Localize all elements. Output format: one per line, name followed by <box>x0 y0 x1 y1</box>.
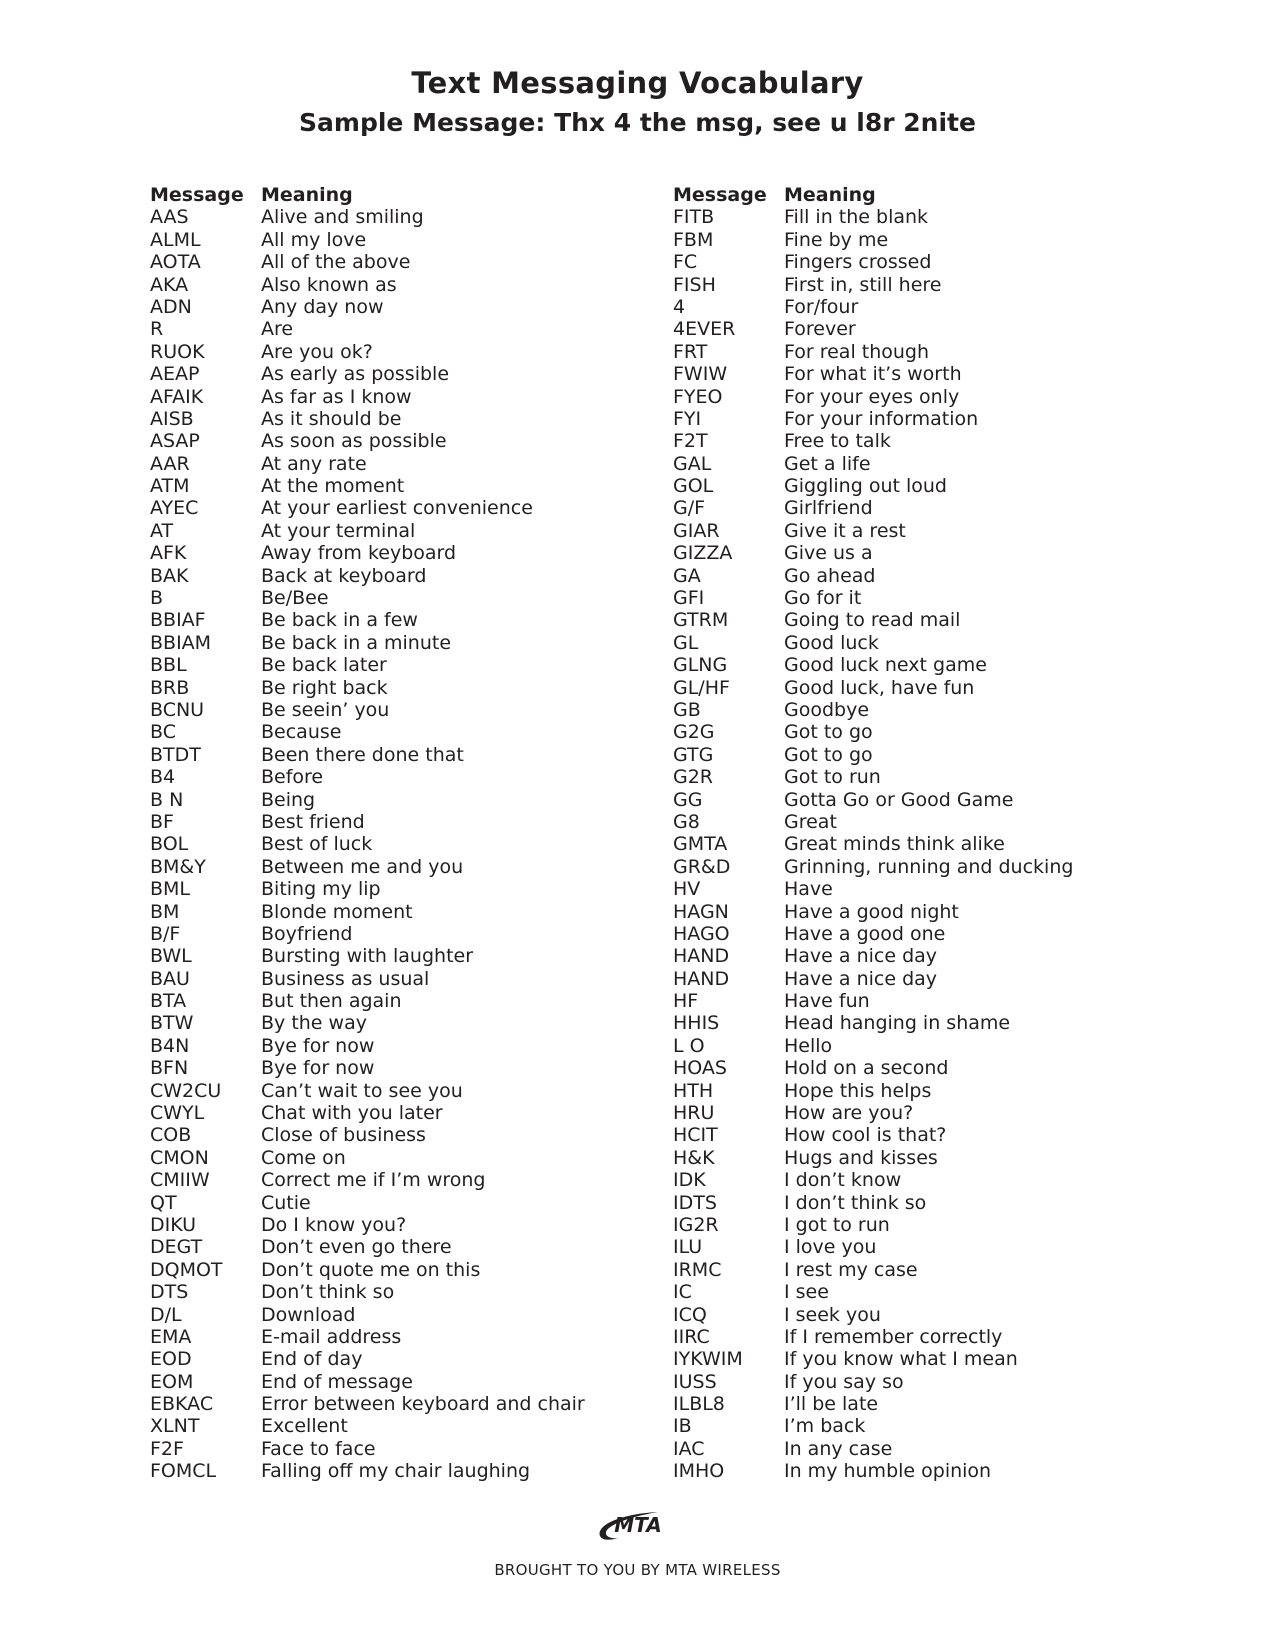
vocab-abbreviation: GL/HF <box>673 676 730 699</box>
vocab-meaning: Bursting with laughter <box>261 945 474 968</box>
vocab-meaning: Good luck <box>784 631 879 654</box>
vocab-abbreviation: GA <box>673 564 701 587</box>
vocab-abbreviation: CW2CU <box>150 1079 222 1102</box>
vocab-meaning: By the way <box>261 1012 367 1035</box>
vocab-meaning: I love you <box>784 1236 877 1259</box>
vocab-abbreviation: BRB <box>150 676 190 699</box>
vocab-abbreviation: B4 <box>150 766 176 789</box>
vocab-meaning: Be/Bee <box>261 587 329 610</box>
vocab-abbreviation: F2F <box>150 1437 184 1460</box>
vocab-abbreviation: AYEC <box>150 497 199 520</box>
vocab-abbreviation: G2R <box>673 766 714 789</box>
vocab-meaning: I’m back <box>784 1415 866 1438</box>
vocab-abbreviation: ADN <box>150 295 192 318</box>
vocab-abbreviation: GB <box>673 698 701 721</box>
vocab-meaning: Blonde moment <box>261 900 413 923</box>
vocab-abbreviation: CMIIW <box>150 1169 210 1192</box>
vocab-meaning: Hope this helps <box>784 1079 932 1102</box>
vocab-meaning: Don’t even go there <box>261 1236 452 1259</box>
vocab-meaning: Any day now <box>261 295 384 318</box>
vocab-meaning: I don’t think so <box>784 1191 927 1214</box>
vocab-meaning: Best of luck <box>261 833 373 856</box>
vocab-meaning: Have fun <box>784 990 870 1013</box>
vocab-abbreviation: BM&Y <box>150 855 206 878</box>
vocab-meaning: Be right back <box>261 676 388 699</box>
vocab-abbreviation: DTS <box>150 1281 189 1304</box>
vocab-meaning: For what it’s worth <box>784 363 962 386</box>
vocab-abbreviation: AEAP <box>150 363 200 386</box>
vocab-meaning: Free to talk <box>784 430 891 453</box>
vocab-meaning: Download <box>261 1303 356 1326</box>
vocab-abbreviation: IRMC <box>673 1258 722 1281</box>
vocab-meaning: Have a nice day <box>784 967 938 990</box>
vocab-meaning: Are <box>261 318 294 341</box>
vocab-abbreviation: G8 <box>673 810 700 833</box>
vocab-meaning: As early as possible <box>261 363 450 386</box>
vocab-meaning: As far as I know <box>261 385 412 408</box>
vocab-meaning: Girlfriend <box>784 497 873 520</box>
vocab-abbreviation: FBM <box>673 228 714 251</box>
vocab-abbreviation: AAS <box>150 206 189 229</box>
vocab-meaning: Great <box>784 810 837 833</box>
vocab-abbreviation: BBIAF <box>150 609 206 632</box>
vocab-abbreviation: BBL <box>150 654 187 677</box>
vocab-meaning: Going to read mail <box>784 609 961 632</box>
meaning-header: Meaning <box>261 184 353 206</box>
vocab-abbreviation: H&K <box>673 1146 715 1169</box>
vocab-meaning: Error between keyboard and chair <box>261 1393 585 1416</box>
vocab-meaning: Hello <box>784 1034 833 1057</box>
vocab-meaning: How are you? <box>784 1102 914 1125</box>
vocab-abbreviation: R <box>150 318 164 341</box>
vocab-meaning: Got to go <box>784 743 873 766</box>
vocab-meaning: Face to face <box>261 1437 376 1460</box>
vocab-abbreviation: HAGO <box>673 922 730 945</box>
vocab-abbreviation: B N <box>150 788 184 811</box>
vocab-meaning: Cutie <box>261 1191 311 1214</box>
vocab-meaning: At any rate <box>261 452 367 475</box>
vocab-abbreviation: L O <box>673 1034 705 1057</box>
vocab-abbreviation: G2G <box>673 721 715 744</box>
vocab-abbreviation: HAND <box>673 945 730 968</box>
vocab-abbreviation: CWYL <box>150 1102 205 1125</box>
vocab-meaning: Between me and you <box>261 855 464 878</box>
vocab-abbreviation: D/L <box>150 1303 182 1326</box>
vocab-meaning: If you say so <box>784 1370 904 1393</box>
vocab-meaning: Fill in the blank <box>784 206 929 229</box>
vocab-meaning: I see <box>784 1281 829 1304</box>
vocab-meaning: Don’t think so <box>261 1281 395 1304</box>
vocab-meaning: Give us a <box>784 542 873 565</box>
vocab-abbreviation: F2T <box>673 430 708 453</box>
vocab-meaning: End of day <box>261 1348 363 1371</box>
vocab-meaning: At the moment <box>261 475 405 498</box>
vocab-meaning: For your eyes only <box>784 385 960 408</box>
vocab-meaning: Being <box>261 788 316 811</box>
vocab-abbreviation: AFK <box>150 542 187 565</box>
vocab-abbreviation: IC <box>673 1281 692 1304</box>
vocab-meaning: End of message <box>261 1370 413 1393</box>
vocab-meaning: Can’t wait to see you <box>261 1079 463 1102</box>
vocab-meaning: All of the above <box>261 251 411 274</box>
vocab-meaning: Hold on a second <box>784 1057 949 1080</box>
vocab-meaning: Go for it <box>784 587 862 610</box>
vocab-abbreviation: GAL <box>673 452 712 475</box>
vocab-meaning: Forever <box>784 318 856 341</box>
vocab-abbreviation: QT <box>150 1191 177 1214</box>
vocab-abbreviation: FYEO <box>673 385 723 408</box>
vocab-meaning: Get a life <box>784 452 871 475</box>
vocab-abbreviation: DEGT <box>150 1236 203 1259</box>
vocab-abbreviation: XLNT <box>150 1415 200 1438</box>
vocab-meaning: As soon as possible <box>261 430 447 453</box>
vocab-meaning: I got to run <box>784 1213 890 1236</box>
vocab-abbreviation: AFAIK <box>150 385 204 408</box>
vocab-abbreviation: ILBL8 <box>673 1393 725 1416</box>
vocab-meaning: For your information <box>784 407 979 430</box>
vocab-abbreviation: IAC <box>673 1437 705 1460</box>
vocab-abbreviation: HOAS <box>673 1057 727 1080</box>
vocab-abbreviation: BC <box>150 721 176 744</box>
vocab-abbreviation: IIRC <box>673 1325 710 1348</box>
vocab-abbreviation: HHIS <box>673 1012 720 1035</box>
vocab-abbreviation: COB <box>150 1124 192 1147</box>
vocab-meaning: Be back in a few <box>261 609 418 632</box>
vocab-abbreviation: FWIW <box>673 363 728 386</box>
vocab-meaning: Have a good night <box>784 900 959 923</box>
vocab-meaning: If you know what I mean <box>784 1348 1018 1371</box>
vocab-abbreviation: HAGN <box>673 900 729 923</box>
vocab-meaning: In any case <box>784 1437 893 1460</box>
vocab-meaning: Hugs and kisses <box>784 1146 938 1169</box>
vocab-meaning: At your earliest convenience <box>261 497 533 520</box>
vocab-meaning: Chat with you later <box>261 1102 443 1125</box>
vocab-abbreviation: IUSS <box>673 1370 717 1393</box>
vocab-meaning: Away from keyboard <box>261 542 457 565</box>
vocab-abbreviation: EBKAC <box>150 1393 214 1416</box>
vocab-meaning: Have <box>784 878 833 901</box>
vocab-meaning: For/four <box>784 295 859 318</box>
vocab-abbreviation: GIZZA <box>673 542 733 565</box>
vocab-meaning: Been there done that <box>261 743 464 766</box>
vocab-abbreviation: EOM <box>150 1370 194 1393</box>
vocab-meaning: But then again <box>261 990 402 1013</box>
vocab-meaning: Excellent <box>261 1415 348 1438</box>
vocab-meaning: Biting my lip <box>261 878 381 901</box>
vocab-abbreviation: B <box>150 587 164 610</box>
vocab-abbreviation: FRT <box>673 340 708 363</box>
vocab-abbreviation: GMTA <box>673 833 728 856</box>
vocab-abbreviation: IDK <box>673 1169 706 1192</box>
vocab-abbreviation: FYI <box>673 407 702 430</box>
vocab-abbreviation: GTRM <box>673 609 729 632</box>
vocab-meaning: If I remember correctly <box>784 1325 1003 1348</box>
vocab-meaning: Giggling out loud <box>784 475 947 498</box>
vocab-meaning: Good luck next game <box>784 654 987 677</box>
vocab-meaning: Have a good one <box>784 922 946 945</box>
vocab-abbreviation: BBIAM <box>150 631 212 654</box>
vocab-abbreviation: BF <box>150 810 174 833</box>
vocab-meaning: Fine by me <box>784 228 889 251</box>
page-subtitle: Sample Message: Thx 4 the msg, see u l8r 2nite <box>299 108 976 137</box>
vocab-abbreviation: B/F <box>150 922 181 945</box>
vocab-abbreviation: B4N <box>150 1034 190 1057</box>
vocab-abbreviation: ASAP <box>150 430 200 453</box>
vocab-meaning: Head hanging in shame <box>784 1012 1011 1035</box>
vocab-meaning: I don’t know <box>784 1169 902 1192</box>
vocab-abbreviation: BAU <box>150 967 190 990</box>
vocab-meaning: Goodbye <box>784 698 870 721</box>
vocab-abbreviation: HF <box>673 990 699 1013</box>
vocab-abbreviation: FITB <box>673 206 715 229</box>
vocab-abbreviation: BTDT <box>150 743 201 766</box>
vocab-meaning: Close of business <box>261 1124 426 1147</box>
vocab-abbreviation: GTG <box>673 743 714 766</box>
vocab-meaning: Be seein’ you <box>261 698 390 721</box>
vocab-abbreviation: EMA <box>150 1325 192 1348</box>
vocab-meaning: Don’t quote me on this <box>261 1258 481 1281</box>
page-title: Text Messaging Vocabulary <box>411 66 864 100</box>
vocab-meaning: Do I know you? <box>261 1213 407 1236</box>
vocab-meaning: I seek you <box>784 1303 881 1326</box>
vocab-meaning: Before <box>261 766 324 789</box>
vocab-abbreviation: BTA <box>150 990 187 1013</box>
vocab-abbreviation: FISH <box>673 273 716 296</box>
vocab-abbreviation: RUOK <box>150 340 205 363</box>
vocab-abbreviation: GG <box>673 788 703 811</box>
vocab-abbreviation: HRU <box>673 1102 715 1125</box>
vocab-abbreviation: BOL <box>150 833 189 856</box>
vocab-abbreviation: G/F <box>673 497 706 520</box>
vocab-meaning: Best friend <box>261 810 365 833</box>
vocab-abbreviation: HAND <box>673 967 730 990</box>
vocab-meaning: Come on <box>261 1146 346 1169</box>
vocab-abbreviation: GR&D <box>673 855 731 878</box>
vocab-meaning: Got to run <box>784 766 881 789</box>
vocab-abbreviation: HCIT <box>673 1124 718 1147</box>
vocab-abbreviation: GFI <box>673 587 705 610</box>
vocab-meaning: All my love <box>261 228 367 251</box>
vocab-abbreviation: 4EVER <box>673 318 736 341</box>
message-header: Message <box>673 184 767 206</box>
vocab-abbreviation: DIKU <box>150 1213 197 1236</box>
vocab-meaning: Bye for now <box>261 1057 375 1080</box>
vocab-abbreviation: AT <box>150 519 174 542</box>
vocab-meaning: I rest my case <box>784 1258 918 1281</box>
vocab-meaning: Alive and smiling <box>261 206 424 229</box>
vocab-meaning: Grinning, running and ducking <box>784 855 1074 878</box>
message-header: Message <box>150 184 244 206</box>
vocab-meaning: Be back later <box>261 654 387 677</box>
vocab-abbreviation: GLNG <box>673 654 728 677</box>
vocab-meaning: E-mail address <box>261 1325 402 1348</box>
vocab-abbreviation: HV <box>673 878 701 901</box>
vocab-abbreviation: AOTA <box>150 251 201 274</box>
vocab-meaning: Bye for now <box>261 1034 375 1057</box>
vocab-abbreviation: DQMOT <box>150 1258 223 1281</box>
vocab-meaning: Business as usual <box>261 967 430 990</box>
meaning-header: Meaning <box>784 184 876 206</box>
vocab-abbreviation: IMHO <box>673 1460 725 1483</box>
vocab-meaning: First in, still here <box>784 273 942 296</box>
vocab-meaning: Because <box>261 721 342 744</box>
vocab-meaning: Boyfriend <box>261 922 353 945</box>
logo-text: MTA <box>614 1513 662 1537</box>
vocab-abbreviation: ALML <box>150 228 201 251</box>
vocab-abbreviation: IG2R <box>673 1213 719 1236</box>
vocab-abbreviation: BML <box>150 878 191 901</box>
vocab-meaning: Gotta Go or Good Game <box>784 788 1014 811</box>
vocab-abbreviation: HTH <box>673 1079 714 1102</box>
vocab-meaning: Are you ok? <box>261 340 373 363</box>
vocab-meaning: Go ahead <box>784 564 876 587</box>
vocab-meaning: Back at keyboard <box>261 564 427 587</box>
vocab-abbreviation: AKA <box>150 273 189 296</box>
vocab-abbreviation: AISB <box>150 407 194 430</box>
vocab-meaning: Be back in a minute <box>261 631 452 654</box>
vocab-abbreviation: BFN <box>150 1057 189 1080</box>
vocab-abbreviation: EOD <box>150 1348 192 1371</box>
vocab-meaning: Got to go <box>784 721 873 744</box>
vocab-abbreviation: ILU <box>673 1236 703 1259</box>
vocab-abbreviation: BAK <box>150 564 189 587</box>
vocab-meaning: Correct me if I’m wrong <box>261 1169 486 1192</box>
vocab-abbreviation: BCNU <box>150 698 205 721</box>
vocab-abbreviation: BM <box>150 900 180 923</box>
vocab-meaning: Good luck, have fun <box>784 676 975 699</box>
mta-logo <box>594 1502 676 1544</box>
vocab-meaning: Fingers crossed <box>784 251 932 274</box>
vocab-meaning: In my humble opinion <box>784 1460 992 1483</box>
vocab-meaning: As it should be <box>261 407 402 430</box>
vocab-meaning: I’ll be late <box>784 1393 879 1416</box>
vocab-abbreviation: FOMCL <box>150 1460 217 1483</box>
vocab-abbreviation: FC <box>673 251 698 274</box>
vocab-abbreviation: IDTS <box>673 1191 717 1214</box>
vocab-abbreviation: GIAR <box>673 519 720 542</box>
vocab-meaning: Falling off my chair laughing <box>261 1460 531 1483</box>
vocab-meaning: Great minds think alike <box>784 833 1005 856</box>
vocab-meaning: For real though <box>784 340 930 363</box>
vocab-abbreviation: GL <box>673 631 699 654</box>
vocab-abbreviation: ICQ <box>673 1303 707 1326</box>
vocab-abbreviation: IYKWIM <box>673 1348 743 1371</box>
vocab-abbreviation: BWL <box>150 945 192 968</box>
vocab-meaning: Also known as <box>261 273 397 296</box>
vocab-abbreviation: IB <box>673 1415 692 1438</box>
vocab-abbreviation: GOL <box>673 475 714 498</box>
vocab-abbreviation: BTW <box>150 1012 194 1035</box>
vocab-abbreviation: AAR <box>150 452 190 475</box>
vocab-meaning: At your terminal <box>261 519 416 542</box>
vocab-abbreviation: ATM <box>150 475 190 498</box>
vocab-meaning: Give it a rest <box>784 519 906 542</box>
vocab-abbreviation: 4 <box>673 295 686 318</box>
footer-credit: BROUGHT TO YOU BY MTA WIRELESS <box>494 1561 781 1579</box>
vocab-meaning: Have a nice day <box>784 945 938 968</box>
vocab-abbreviation: CMON <box>150 1146 209 1169</box>
vocab-meaning: How cool is that? <box>784 1124 947 1147</box>
